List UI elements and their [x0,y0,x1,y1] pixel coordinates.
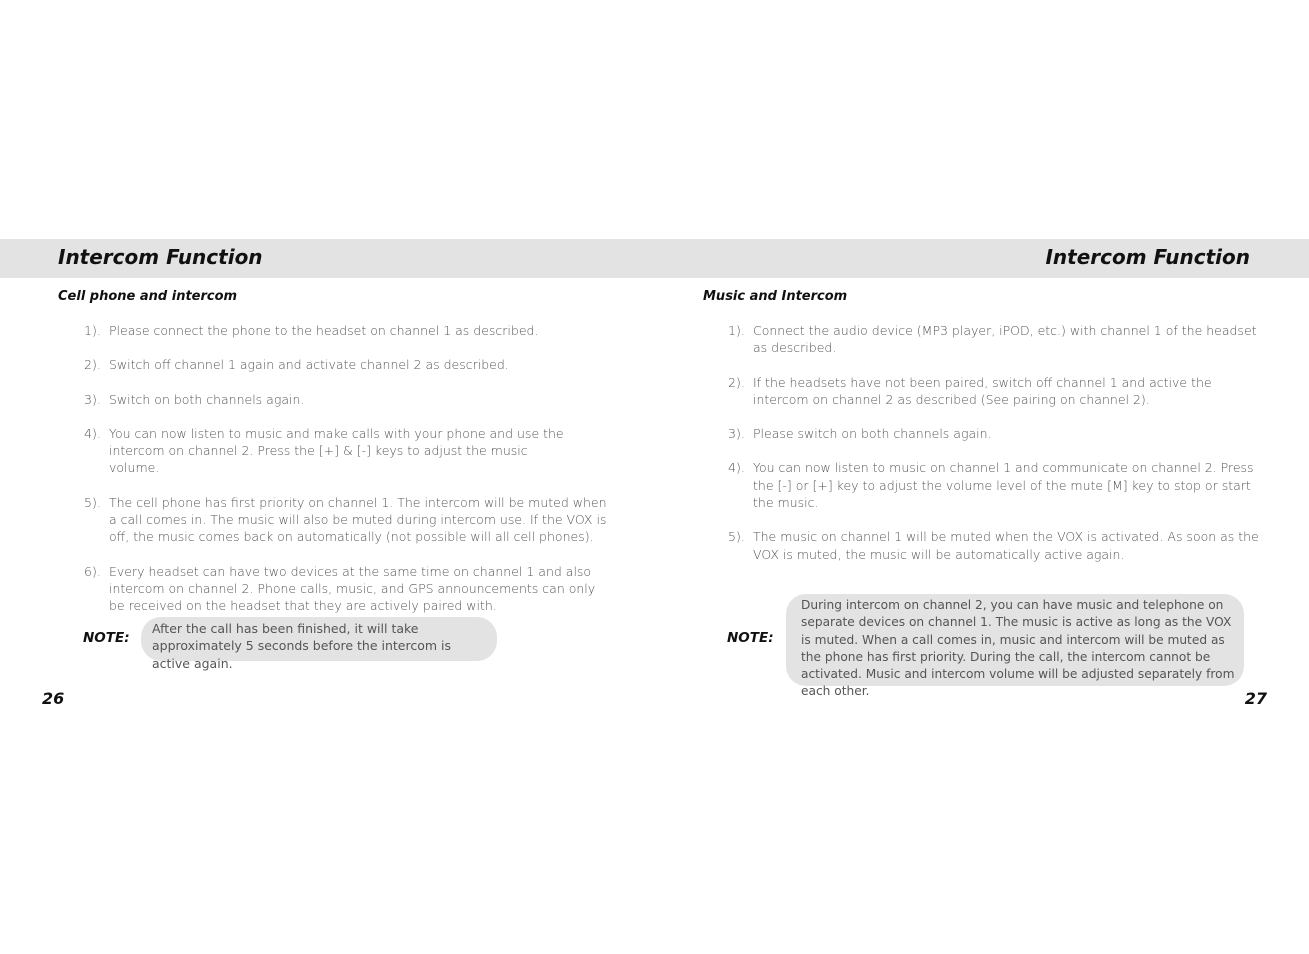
step-text: Switch on both channels again. [109,391,305,407]
step-text: You can now listen to music on channel 1 and communicate on channel 2. Press the [-] or [+] key to adjust the volume level of the mute [M] key to stop or start the music. [753,460,1254,511]
step-number: 2). [84,357,101,373]
step-number: 3). [84,391,101,407]
left-note-box: After the call has been finished, it will take approximately 5 seconds before the intercom is active again. [141,617,497,661]
left-step-2 [84,356,614,373]
left-step-5 [84,494,614,546]
step-text: Switch off channel 1 again and activate channel 2 as described. [109,357,509,373]
step-number: 5). [84,494,101,510]
step-number: 4). [84,425,101,441]
right-step-4 [728,459,1263,511]
step-text: The music on channel 1 will be muted when the VOX is activated. As soon as the VOX is muted, the music will be automatically active again. [753,529,1259,562]
step-text: Every headset can have two devices at the same time on channel 1 and also intercom on channel 2. Phone calls, music, and GPS announcements can only be received on the headset that they are actively paired with. [109,563,596,614]
right-steps-list [728,322,1263,563]
step-text: If the headsets have not been paired, switch off channel 1 and active the intercom on channel 2 as described (See pairing on channel 2). [753,374,1212,407]
right-page-title: Intercom Function [1045,245,1250,269]
step-number: 1). [84,323,101,338]
step-number: 3). [728,426,745,442]
right-note-box: During intercom on channel 2, you can have music and telephone on separate devices on channel 1. The music is active as long as the VOX is muted. When a call comes in, music and intercom will be muted as the phone has first priority. During the call, the intercom cannot be activated. Music and intercom volume will be adjusted separately from each other. [786,594,1244,686]
left-step-3 [84,391,614,408]
left-page-title: Intercom Function [58,245,263,269]
right-note-label: NOTE: [727,630,774,646]
left-steps-list [84,322,614,615]
step-number: 2). [728,374,745,390]
left-step-4 [84,425,579,477]
left-page-number: 26 [42,689,65,708]
right-step-1 [728,322,1263,357]
right-step-3 [728,425,1263,442]
left-note-label: NOTE: [83,630,130,646]
step-number: 5). [728,529,745,545]
step-text: Please switch on both channels again. [753,426,992,442]
left-step-1 [84,322,614,339]
right-step-2 [728,374,1263,409]
step-number: 6). [84,563,101,579]
step-number: 1). [728,323,745,338]
left-step-6 [84,563,614,615]
step-text: The cell phone has first priority on channel 1. The intercom will be muted when a call comes in. The music will also be muted during intercom use. If the VOX is off, the music comes back on automatically (not possible will all cell phones). [109,494,607,545]
left-section-heading: Cell phone and intercom [58,289,238,304]
right-page-number: 27 [1244,689,1267,708]
step-text: You can now listen to music and make calls with your phone and use the intercom on channel 2. Press the [+] & [-] keys to adjust the music volume. [109,425,564,476]
step-number: 4). [728,460,745,476]
right-step-5 [728,528,1263,563]
step-text: Connect the audio device (MP3 player, iPOD, etc.) with channel 1 of the headset as described. [753,323,1257,356]
right-section-heading: Music and Intercom [703,289,848,304]
step-text: Please connect the phone to the headset on channel 1 as described. [109,323,539,338]
